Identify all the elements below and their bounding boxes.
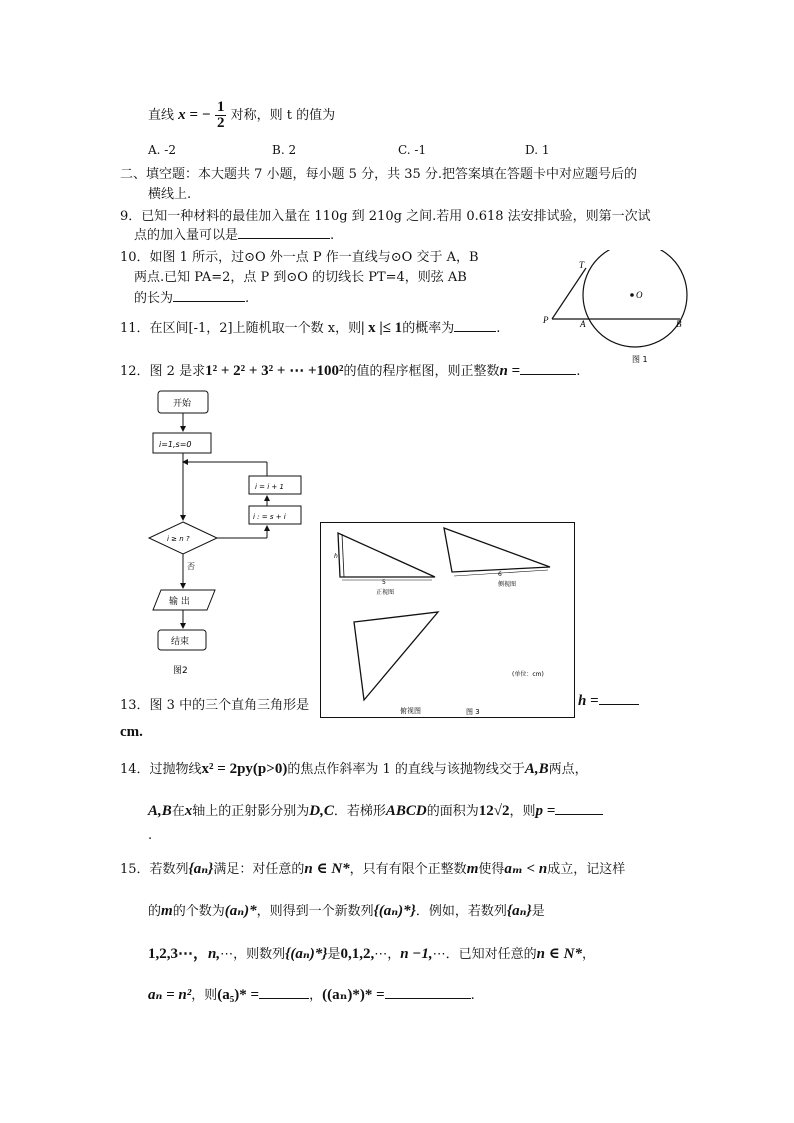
fig3-front-dim: 5 xyxy=(382,579,386,586)
q10-line2: 两点.已知 PA=2，点 P 到⊙O 的切线长 PT=4，则弦 AB xyxy=(134,270,467,285)
q14-l2-d: 的面积为 xyxy=(426,804,479,819)
q13-prefix: 13．图 3 中的三个直角三角形是 xyxy=(120,698,310,713)
q15-l2-b: 的个数为 xyxy=(172,904,225,919)
q9-line2: 点的加入量可以是 . xyxy=(134,228,335,243)
fig3-front-h: h xyxy=(334,553,338,560)
q10-line1: 10．如图 1 所示，过⊙O 外一点 P 作一直线与⊙O 交于 A，B xyxy=(120,250,479,265)
q15-l1-n: n ∈ N* xyxy=(304,861,350,877)
q15-l2-d: ．例如，若数列 xyxy=(415,904,507,919)
q13-var: h xyxy=(578,693,587,709)
q15-l3-e: ⋯．已知对任意的 xyxy=(432,947,537,962)
q12-var: n xyxy=(499,363,508,379)
fc-end-label: 结束 xyxy=(171,637,190,647)
q15-l4-f: . xyxy=(470,988,475,1003)
q13-unit: cm. xyxy=(120,724,143,740)
fig1-label-p: P xyxy=(543,315,549,325)
q15-l3-a: 1,2,3⋯， xyxy=(148,946,209,962)
fig1-center-dot xyxy=(630,293,634,297)
q15-l1-seq: {aₙ} xyxy=(188,861,214,877)
q14-l1-b: 的焦点作斜率为 1 的直线与该抛物线交于 xyxy=(287,762,525,777)
q8-frac-den: 2 xyxy=(216,115,225,131)
fig1-circle xyxy=(583,250,687,347)
q14-l2-p: p = xyxy=(535,803,556,819)
fc-step-s-label: i : = s + i xyxy=(253,513,286,521)
q11: 11．在区间[-1，2]上随机取一个数 x，则| x |≤ 1的概率为 . xyxy=(120,320,501,336)
q15-l3-d: ⋯， xyxy=(374,947,401,962)
q15-line2 xyxy=(148,900,545,920)
q11-prefix: 11．在区间[-1，2]上随机取一个数 x，则 xyxy=(120,321,362,336)
q15-l2-seq2: {aₙ} xyxy=(506,903,532,919)
q11-cond: | x |≤ 1 xyxy=(361,320,403,336)
q10-answer-blank[interactable] xyxy=(173,289,245,302)
q15-l1-e: 成立，记这样 xyxy=(547,862,626,877)
q13-unit-text: cm xyxy=(120,724,140,740)
fig3-side-label: 侧视图 xyxy=(498,581,517,588)
q8-suffix: 对称，则 t 的值为 xyxy=(230,108,336,123)
q10-line3: 的长为 . xyxy=(134,291,250,306)
q15-l3-nm1: n −1, xyxy=(400,946,433,962)
fc-start-label: 开始 xyxy=(173,399,192,409)
q12-mid: 的值的程序框图，则正整数 xyxy=(343,364,500,379)
q14-answer-blank[interactable] xyxy=(555,802,603,815)
q12-eq: = xyxy=(507,363,521,379)
q8-option-c: C. -1 xyxy=(398,143,427,157)
q15-l3-nn: n ∈ N* xyxy=(536,946,582,962)
fc-step-i-label: i = i + 1 xyxy=(255,483,284,491)
q14-l1-c: 两点， xyxy=(548,762,588,777)
q15-l2-seq: {(aₙ)*} xyxy=(373,903,416,919)
q15-l4-a: aₙ = n² xyxy=(148,987,192,1003)
q12: 12．图 2 是求1² + 2² + 3² + ⋯ +100²的值的程序框图，则正整数n = . xyxy=(120,363,581,379)
q14-line3: . xyxy=(148,828,153,843)
fig3-caption: 图 3 xyxy=(466,708,480,716)
q15-l4-b: ，则 xyxy=(191,988,218,1003)
fig1-label-b: B xyxy=(676,319,682,329)
q13-answer-blank[interactable] xyxy=(599,692,639,705)
q13-answer xyxy=(578,692,639,710)
q14-line1 xyxy=(120,758,588,778)
q14-l2-c: ．若梯形 xyxy=(333,804,386,819)
fig1-caption: 图 1 xyxy=(632,355,648,364)
fig3-side-dim: 6 xyxy=(498,571,502,578)
q15-line3 xyxy=(148,942,595,963)
q9-line2-text: 点的加入量可以是 xyxy=(134,228,239,243)
q14-l2-abcd: ABCD xyxy=(385,803,427,819)
q15-l3-c: 是 xyxy=(327,947,341,962)
fig3-front-label: 正视图 xyxy=(376,589,395,596)
fig1-label-t: T xyxy=(579,260,585,270)
q14-l2-pts: A,B xyxy=(148,803,172,819)
q14-l1-expr: x² = 2py(p>0) xyxy=(201,761,288,777)
figure-1 xyxy=(540,250,700,365)
q8-option-a: A. -2 xyxy=(148,143,176,157)
q15-l2-m: m xyxy=(161,903,173,919)
q14-line2 xyxy=(148,800,603,820)
q14-l2-x: x xyxy=(184,803,193,819)
q15-l1-b: 满足：对任意的 xyxy=(213,862,305,877)
fig1-label-a: A xyxy=(580,319,586,329)
q13-eq: = xyxy=(586,693,599,709)
figure-2-flowchart xyxy=(145,388,315,683)
q15-l2-e: 是 xyxy=(531,904,545,919)
figure-3-three-views xyxy=(320,522,575,718)
q12-prefix: 12．图 2 是求 xyxy=(120,364,206,379)
fc-output-label: 输 出 xyxy=(169,597,190,607)
q15-l2-a: 的 xyxy=(148,904,162,919)
q15-answer-blank-1[interactable] xyxy=(259,986,309,999)
q15-l3-vals: 0,1,2, xyxy=(340,946,375,962)
q15-l1-d: 使得 xyxy=(478,862,505,877)
q12-answer-blank[interactable] xyxy=(520,362,576,375)
fig1-label-o: O xyxy=(636,290,643,300)
q8-eq: x = − xyxy=(178,107,211,123)
q15-l4-c: (a₅)* = xyxy=(217,987,260,1003)
section2-line1: 二、填空题：本大题共 7 小题，每小题 5 分，共 35 分.把答案填在答题卡中对应题号后的 xyxy=(120,167,638,182)
fig3-unit: (单位：cm) xyxy=(512,671,544,678)
q8-stem xyxy=(148,100,335,131)
q10-line3-text: 的长为 xyxy=(134,291,174,306)
fc-caption: 图2 xyxy=(173,666,188,676)
q8-option-d: D. 1 xyxy=(525,143,550,157)
q12-expr: 1² + 2² + 3² + ⋯ +100² xyxy=(205,363,344,379)
q15-l1-m: m xyxy=(466,861,479,877)
q15-l2-s: (aₙ)* xyxy=(224,903,257,919)
q9-answer-blank[interactable] xyxy=(238,226,330,239)
q15-l3-f: ， xyxy=(581,947,595,962)
q14-l2-e: ，则 xyxy=(509,804,536,819)
q14-l2-area: 12√2 xyxy=(478,803,510,819)
q14-l2-dc: D,C xyxy=(309,803,334,819)
fc-decision-label: i ≥ n ? xyxy=(167,535,190,543)
q15-l4-d: ， xyxy=(309,988,323,1003)
q8-frac-num: 1 xyxy=(216,99,225,115)
fc-no-label: 否 xyxy=(187,562,195,571)
q15-line1 xyxy=(120,858,625,878)
q15-l1-c: ，只有有限个正整数 xyxy=(349,862,467,877)
q14-l2-a: 在 xyxy=(171,804,185,819)
q15-l3-seq: {(aₙ)*} xyxy=(285,946,328,962)
q14-l1-pts: A,B xyxy=(524,761,549,777)
q8-fraction xyxy=(215,100,227,131)
q14-l2-b: 轴上的正射影分别为 xyxy=(192,804,310,819)
section2-line2: 横线上. xyxy=(148,187,192,202)
q9-line1: 9．已知一种材料的最佳加入量在 110g 到 210g 之间.若用 0.618 法安排试验，则第一次试 xyxy=(120,209,651,224)
fig3-top-label: 俯视图 xyxy=(400,707,421,715)
fig3-frame xyxy=(321,523,575,718)
fig1-tangent xyxy=(552,268,586,319)
q11-suffix: 的概率为 xyxy=(402,321,455,336)
fc-init-label: i=1,s=0 xyxy=(159,440,192,449)
q15-l4-e: ((aₙ)*)* = xyxy=(322,987,385,1003)
q15-l1-cond: aₘ < n xyxy=(504,861,548,877)
q15-l3-n: n, xyxy=(208,946,221,962)
q15-line4 xyxy=(148,984,475,1004)
q14-l1-a: 14．过抛物线 xyxy=(120,762,202,777)
q8-prefix: 直线 xyxy=(148,108,175,123)
q8-option-b: B. 2 xyxy=(272,143,297,157)
q15-l3-b: ⋯，则数列 xyxy=(220,947,286,962)
q15-answer-blank-2[interactable] xyxy=(385,986,471,999)
q15-l1-a: 15．若数列 xyxy=(120,862,189,877)
q15-l2-c: ，则得到一个新数列 xyxy=(256,904,374,919)
q11-answer-blank[interactable] xyxy=(454,319,496,332)
